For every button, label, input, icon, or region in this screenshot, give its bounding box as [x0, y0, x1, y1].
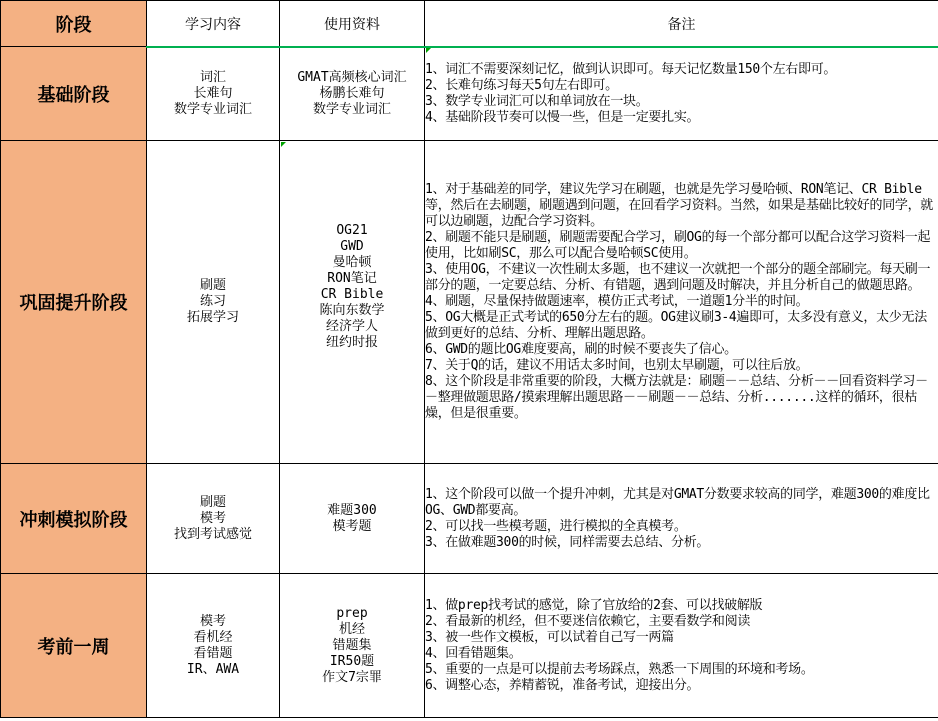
content-item: 模考: [199, 510, 226, 526]
content-item: 找到考试感觉: [173, 526, 252, 542]
note-line: 3、被一些作文模板，可以试着自己写一两篇: [425, 629, 674, 645]
content-item: 数学专业词汇: [173, 101, 252, 117]
note-line: 6、调整心态，养精蓄锐，准备考试，迎接出分。: [425, 677, 700, 693]
note-line: 3、数学专业词汇可以和单词放在一块。: [425, 93, 649, 109]
table-row: [1, 47, 938, 141]
header-content: 学习内容: [147, 1, 280, 47]
material-item: 难题300: [327, 502, 377, 518]
content-item: 拓展学习: [186, 310, 239, 325]
header-stage: 阶段: [1, 1, 147, 47]
note-line: 5、重要的一点是可以提前去考场踩点，熟悉一下周围的环境和考场。: [425, 661, 814, 677]
stage-cell: 巩固提升阶段: [1, 141, 147, 464]
content-item: 看错题: [193, 645, 233, 661]
content-item: 刷题: [199, 278, 226, 293]
content-cell: [147, 464, 280, 574]
content-cell: [147, 47, 280, 141]
note-line: 2、长难句练习每天5句左右即可。: [425, 77, 618, 93]
content-cell: [147, 141, 280, 464]
material-item: 模考题: [332, 518, 372, 534]
material-item: GMAT高频核心词汇: [297, 69, 407, 85]
content-item: 词汇: [199, 69, 226, 85]
comment-marker: [426, 48, 431, 53]
note-line: 4、刷题，尽量保持做题速率，模仿正式考试，一道题1分半的时间。: [425, 294, 809, 309]
materials-cell: [280, 464, 425, 574]
content-item: 刷题: [199, 494, 226, 510]
notes-cell: [425, 47, 938, 141]
material-item: CR Bible: [320, 287, 384, 302]
content-item: 模考: [199, 613, 226, 629]
notes-cell: [425, 464, 938, 574]
note-line: 6、GWD的题比OG难度要高，刷的时候不要丧失了信心。: [425, 342, 737, 357]
note-line: 1、词汇不需要深刻记忆，做到认识即可。每天记忆数量150个左右即可。: [425, 61, 837, 77]
note-line: 3、使用OG，不建议一次性刷太多题，也不建议一次就把一个部分的题全部刷完。每天刷一部分的题，一定要总结、分析、有错题，遇到问题及时解决，并且分析自己的做题思路。: [425, 262, 931, 293]
comment-marker: [281, 142, 286, 147]
material-item: IR50题: [329, 653, 375, 669]
material-item: 杨鹏长难句: [319, 85, 385, 101]
note-line: 3、在做难题300的时候，同样需要去总结、分析。: [425, 534, 710, 550]
materials-cell: [280, 141, 425, 464]
header-materials: 使用资料: [280, 1, 425, 47]
materials-cell: [280, 47, 425, 141]
material-item: OG21: [336, 223, 368, 238]
content-cell: [147, 574, 280, 718]
notes-cell: [425, 141, 938, 464]
stage-cell: 考前一周: [1, 574, 147, 718]
material-item: prep: [336, 605, 368, 621]
material-item: RON笔记: [327, 271, 377, 286]
notes-cell: [425, 574, 938, 718]
stage-cell: 基础阶段: [1, 47, 147, 141]
note-line: 4、基础阶段节奏可以慢一些，但是一定要扎实。: [425, 109, 700, 125]
note-line: 1、做prep找考试的感觉，除了官放给的2套、可以找破解版: [425, 597, 763, 613]
header-row: [1, 1, 938, 47]
note-line: 2、可以找一些模考题，进行模拟的全真模考。: [425, 518, 687, 534]
note-line: 7、关于Q的话，建议不用话太多时间，也别太早刷题，可以往后放。: [425, 358, 809, 373]
table-row: [1, 141, 938, 464]
content-item: IR、AWA: [186, 661, 240, 677]
note-line: 8、这个阶段是非常重要的阶段，大概方法就是：刷题－－总结、分析－－回看资料学习－－整理做题思路/摸索理解出题思路－－刷题－－总结、分析.......这样的循环，很枯燥，但是很重要。: [425, 374, 928, 421]
note-line: 2、看最新的机经，但不要迷信依赖它，主要看数学和阅读: [425, 613, 751, 629]
material-item: 陈向东数学: [319, 303, 385, 318]
stage-cell: 冲刺模拟阶段: [1, 464, 147, 574]
material-item: 纽约时报: [325, 335, 378, 350]
table-row: [1, 574, 938, 718]
material-item: 作文7宗罪: [322, 669, 382, 685]
material-item: 错题集: [332, 637, 372, 653]
material-item: 经济学人: [325, 319, 378, 334]
material-item: 数学专业词汇: [312, 101, 391, 117]
table-row: [1, 464, 938, 574]
note-line: 2、刷题不能只是刷题，刷题需要配合学习，刷OG的每一个部分都可以配合这学习资料一起使用，比如刷SC，那么可以配合曼哈顿SC使用。: [425, 230, 931, 261]
note-line: 4、回看错题集。: [425, 645, 522, 661]
content-item: 练习: [199, 294, 226, 309]
note-line: 1、对于基础差的同学，建议先学习在刷题，也就是先学习曼哈顿、RON笔记、CR Bible等，然后在去刷题，刷题遇到问题，在回看学习资料。当然，如果是基础比较好的同学，就可以边刷题，边配合学习资料。: [425, 182, 934, 229]
material-item: GWD: [340, 239, 364, 254]
selection-line: [146, 46, 938, 48]
note-line: 5、OG大概是正式考试的650分左右的题。OG建议刷3-4遍即可，太多没有意义，太少无法做到更好的总结、分析、理解出题思路。: [425, 310, 927, 341]
content-item: 长难句: [193, 85, 233, 101]
material-item: 曼哈顿: [332, 255, 372, 270]
materials-cell: [280, 574, 425, 718]
material-item: 机经: [338, 621, 365, 637]
note-line: 1、这个阶段可以做一个提升冲刺，尤其是对GMAT分数要求较高的同学，难题300的难度比OG、GWD都要高。: [425, 486, 930, 518]
content-item: 看机经: [193, 629, 233, 645]
header-notes: 备注: [425, 1, 938, 47]
